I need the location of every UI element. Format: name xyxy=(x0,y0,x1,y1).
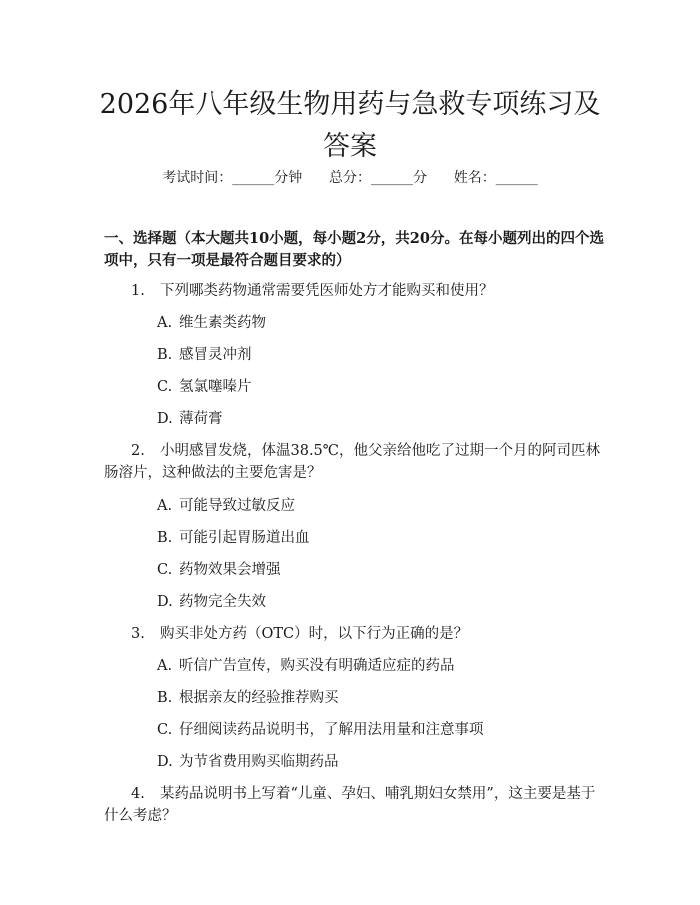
option-text: 氢氯噻嗪片 xyxy=(179,379,252,395)
option-letter: C. xyxy=(157,379,173,395)
option-3d xyxy=(157,751,339,773)
option-letter: A. xyxy=(157,658,173,674)
option-letter: C. xyxy=(157,562,173,578)
option-1b xyxy=(157,344,252,366)
option-3c xyxy=(157,719,484,741)
question-1 xyxy=(131,280,601,302)
question-number: 1. xyxy=(131,283,145,299)
option-1a xyxy=(157,312,266,334)
option-letter: B. xyxy=(157,690,173,706)
question-number: 4. xyxy=(131,786,145,802)
option-text: 仔细阅读药品说明书，了解用法用量和注意事项 xyxy=(179,722,484,738)
option-text: 维生素类药物 xyxy=(179,315,266,331)
document-title: 2026年八年级生物用药与急救专项练习及答案 xyxy=(99,89,601,162)
option-text: 可能导致过敏反应 xyxy=(179,498,295,514)
question-text: 小明感冒发烧，体温38.5℃，他父亲给他吃了过期一个月的阿司匹林肠溶片，这种做法的主要危害是？ xyxy=(104,443,601,481)
option-3a xyxy=(157,655,455,677)
option-text: 药物效果会增强 xyxy=(179,562,281,578)
option-3b xyxy=(157,687,339,709)
exam-meta xyxy=(0,168,700,188)
question-text: 某药品说明书上写着“儿童、孕妇、哺乳期妇女禁用”，这主要是基于什么考虑？ xyxy=(104,786,596,824)
question-text: 下列哪类药物通常需要凭医师处方才能购买和使用？ xyxy=(160,283,494,299)
option-letter: D. xyxy=(157,411,173,427)
question-number: 2. xyxy=(131,443,145,459)
total-score-label: 总分：______分 xyxy=(329,170,427,186)
option-2d xyxy=(157,591,266,613)
option-text: 听信广告宣传，购买没有明确适应症的药品 xyxy=(179,658,455,674)
option-letter: B. xyxy=(157,347,173,363)
question-number: 3. xyxy=(131,626,145,642)
option-letter: A. xyxy=(157,498,173,514)
option-text: 薄荷膏 xyxy=(179,411,223,427)
option-letter: D. xyxy=(157,754,173,770)
option-2a xyxy=(157,495,295,517)
option-text: 感冒灵冲剂 xyxy=(179,347,252,363)
option-letter: B. xyxy=(157,530,173,546)
option-2b xyxy=(157,527,310,549)
name-label: 姓名：______ xyxy=(453,170,538,186)
option-letter: D. xyxy=(157,594,173,610)
option-letter: A. xyxy=(157,315,173,331)
question-2 xyxy=(104,440,601,484)
option-2c xyxy=(157,559,281,581)
question-text: 购买非处方药（OTC）时，以下行为正确的是？ xyxy=(160,626,469,642)
option-text: 药物完全失效 xyxy=(179,594,266,610)
exam-time-label: 考试时间：______分钟 xyxy=(162,170,303,186)
option-text: 可能引起胃肠道出血 xyxy=(179,530,310,546)
option-text: 为节省费用购买临期药品 xyxy=(179,754,339,770)
option-1c xyxy=(157,376,252,398)
question-3 xyxy=(131,623,601,645)
question-4 xyxy=(104,783,601,827)
section-heading: 一、选择题（本大题共10小题，每小题2分，共20分。在每小题列出的四个选项中，只有一项是最符合题目要求的） xyxy=(104,230,604,269)
option-letter: C. xyxy=(157,722,173,738)
option-text: 根据亲友的经验推荐购买 xyxy=(179,690,339,706)
option-1d xyxy=(157,408,223,430)
